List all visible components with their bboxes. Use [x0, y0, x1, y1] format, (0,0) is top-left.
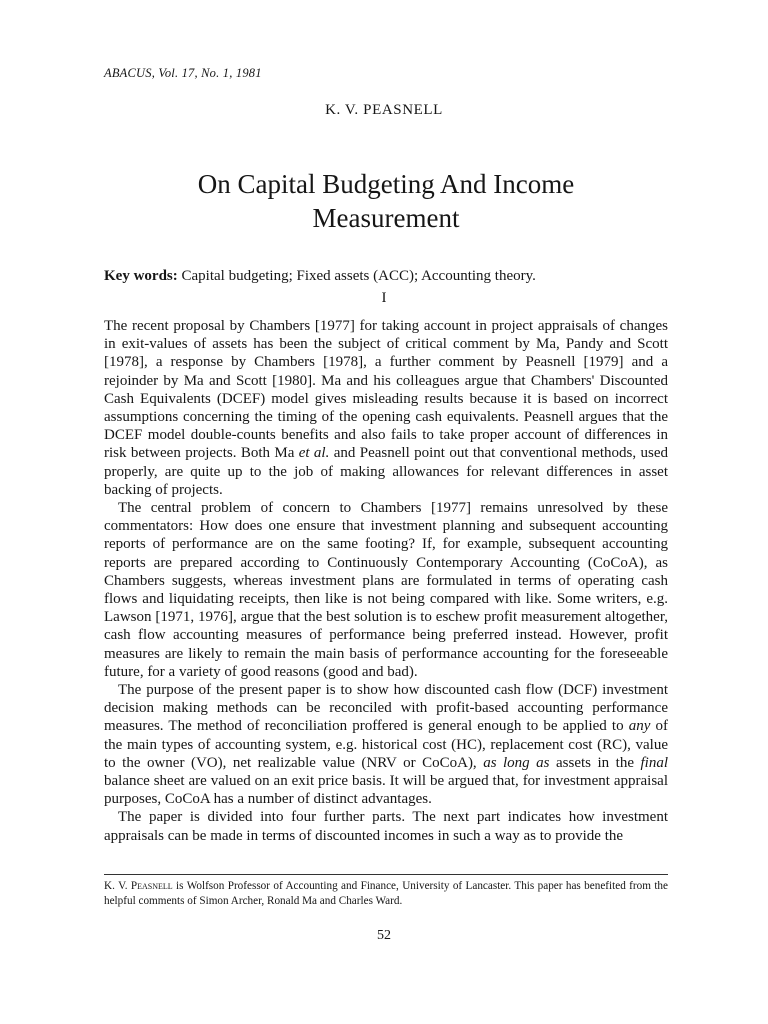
footnote-text: is Wolfson Professor of Accounting and Finance, University of Lancaster. This paper has benefited from the helpful comments of Simon Archer, Ronald Ma and Charles Ward. [104, 880, 668, 907]
paragraph-3-italic-final: final [640, 754, 668, 771]
paragraph-3-italic-as-long-as: as long as [483, 754, 550, 771]
paragraph-1-italic: et al. [298, 445, 330, 462]
section-number: I [381, 290, 387, 306]
paragraph-3-text-c: assets in the [549, 754, 641, 771]
paragraph-3-italic-any: any [628, 718, 651, 735]
author-name: K. V. PEASNELL [325, 102, 443, 118]
paragraph-3-text-d: balance sheet are valued on an exit price basis. It will be argued that, for investment appraisal purposes, CoCoA has a number of distinct advantages. [104, 773, 668, 808]
paragraph-3 [104, 681, 668, 808]
keywords-text: Capital budgeting; Fixed assets (ACC); Accounting theory. [177, 268, 536, 284]
paragraph-1 [104, 317, 668, 499]
footnote [104, 879, 668, 908]
paragraph-1-text-b: and Peasnell point out that conventional methods, used properly, are quite up to the job of making allowances for relevant differences in asset backing of projects. [104, 445, 669, 498]
paragraph-3-text-a: The purpose of the present paper is to show how discounted cash flow (DCF) investment decision making methods can be reconciled with profit-based accounting performance measures. The method of reconciliation proffered is general enough to be applied to [104, 682, 668, 735]
keywords [104, 268, 668, 285]
title-line-2: Measurement [312, 203, 460, 233]
body-text [104, 317, 668, 845]
footnote-divider [104, 874, 668, 875]
paragraph-1-text-a: The recent proposal by Chambers [1977] for taking account in project appraisals of changes in exit-values of assets has been the subject of critical comment by Ma, Pandy and Scott [1978], a response by Chambers [1978], a further comment by Peasnell [1979] and a rejoinder by Ma and Scott [1980]. Ma and his colleagues argue that Chambers' Discounted Cash Equivalents (DCEF) model gives misleading results because it is based on incorrect assumptions concerning the timing of the opening cash equivalents. Peasnell argues that the DCEF model double-counts benefits and also fails to take proper account of differences in risk between projects. Both Ma [104, 318, 668, 462]
paragraph-3-text-b: of the main types of accounting system, e.g. historical cost (HC), replacement cost (RC), value to the owner (VO), net realizable value (NRV or CoCoA), [104, 718, 668, 771]
paragraph-2: The central problem of concern to Chambers [1977] remains unresolved by these commentators: How does one ensure that investment planning and subsequent accounting reports of performance are on the same footing? If, for example, subsequent accounting reports are prepared according to Continuously Contemporary Accounting (CoCoA), as Chambers suggests, whereas investment plans are formulated in terms of operating cash flows and liquidating receipts, then like is not being compared with like. Some writers, e.g. Lawson [1971, 1976], argue that the best solution is to eschew profit measurement altogether, cash flow accounting measures of performance being preferred instead. However, profit measures are likely to remain the main basis of performance accounting for the foreseeable future, for a variety of good reasons (good and bad). [104, 500, 668, 680]
paper-title [104, 167, 668, 235]
footnote-author: K. V. Peasnell [104, 880, 173, 892]
keywords-label: Key words: [104, 268, 178, 284]
title-line-1: On Capital Budgeting And Income [197, 169, 575, 199]
page-number: 52 [377, 928, 391, 943]
paragraph-4: The paper is divided into four further parts. The next part indicates how investment appraisals can be made in terms of discounted incomes in such a way as to provide the [104, 809, 668, 844]
journal-citation: ABACUS, Vol. 17, No. 1, 1981 [104, 66, 262, 80]
